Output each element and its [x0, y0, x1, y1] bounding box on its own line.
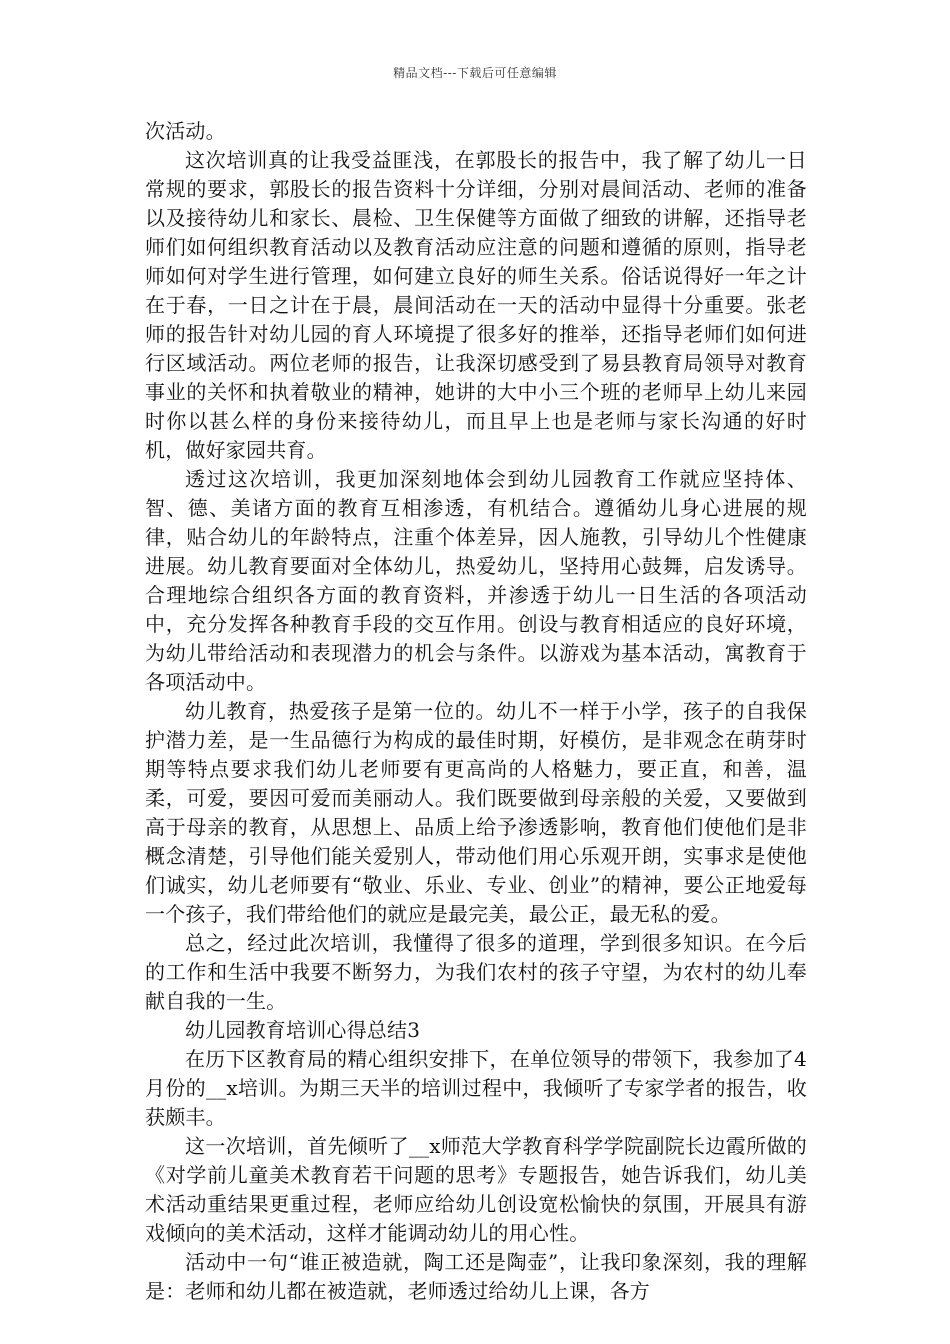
paragraph: 活动中一句“谁正被造就，陶工还是陶壶”，让我印象深刻，我的理解是：老师和幼儿都在被造就，老师透过给幼儿上课，各方 — [145, 1250, 807, 1303]
paragraph: 总之，经过此次培训，我懂得了很多的道理，学到很多知识。在今后的工作和生活中我要不断努力，为我们农村的孩子守望，为农村的幼儿奉献自我的一生。 — [145, 931, 807, 1013]
section-heading: 幼儿园教育培训心得总结3 — [185, 1018, 421, 1042]
page-header: 精品文档---下载后可任意编辑 — [393, 66, 557, 80]
paragraph: 这一次培训，首先倾听了__x师范大学教育科学学院副院长边霞所做的《对学前儿童美术教育若干问题的思考》专题报告，她告诉我们，幼儿美术活动重结果更重过程，老师应给幼儿创设宽松愉快的氛围，开展具有游戏倾向的美术活动，这样才能调动幼儿的用心性。 — [145, 1134, 807, 1245]
paragraph: 次活动。 — [145, 119, 226, 143]
document-body — [145, 117, 807, 1306]
paragraph: 透过这次培训，我更加深刻地体会到幼儿园教育工作就应坚持体、智、德、美诸方面的教育互相渗透，有机结合。遵循幼儿身心进展的规律，贴合幼儿的年龄特点，注重个体差异，因人施教，引导幼儿个性健康进展。幼儿教育要面对全体幼儿，热爱幼儿，坚持用心鼓舞，启发诱导。合理地综合组织各方面的教育资料，并渗透于幼儿一日生活的各项活动中，充分发挥各种教育手段的交互作用。创设与教育相适应的良好环境，为幼儿带给活动和表现潜力的机会与条件。以游戏为基本活动，寓教育于各项活动中。 — [145, 467, 807, 694]
paragraph: 幼儿教育，热爱孩子是第一位的。幼儿不一样于小学，孩子的自我保护潜力差，是一生品德行为构成的最佳时期，好模仿，是非观念在萌芽时期等特点要求我们幼儿老师要有更高尚的人格魅力，要正直，和善，温柔，可爱，要因可爱而美丽动人。我们既要做到母亲般的关爱，又要做到高于母亲的教育，从思想上、品质上给予渗透影响，教育他们使他们是非概念清楚，引导他们能关爱别人，带动他们用心乐观开朗，实事求是使他们诚实，幼儿老师要有“敬业、乐业、专业、创业”的精神，要公正地爱每一个孩子，我们带给他们的就应是最完美，最公正，最无私的爱。 — [145, 699, 807, 926]
paragraph: 这次培训真的让我受益匪浅，在郭股长的报告中，我了解了幼儿一日常规的要求，郭股长的报告资料十分详细，分别对晨间活动、老师的准备以及接待幼儿和家长、晨检、卫生保健等方面做了细致的讲解，还指导老师们如何组织教育活动以及教育活动应注意的问题和遵循的原则，指导老师如何对学生进行管理，如何建立良好的师生关系。俗话说得好一年之计在于春，一日之计在于晨，晨间活动在一天的活动中显得十分重要。张老师的报告针对幼儿园的育人环境提了很多好的推举，还指导老师们如何进行区域活动。两位老师的报告，让我深切感受到了易县教育局领导对教育事业的关怀和执着敬业的精神，她讲的大中小三个班的老师早上幼儿来园时你以甚么样的身份来接待幼儿，而且早上也是老师与家长沟通的好时机，做好家园共育。 — [145, 148, 807, 462]
paragraph: 在历下区教育局的精心组织安排下，在单位领导的带领下，我参加了4月份的__x培训。为期三天半的培训过程中，我倾听了专家学者的报告，收获颇丰。 — [145, 1047, 807, 1129]
